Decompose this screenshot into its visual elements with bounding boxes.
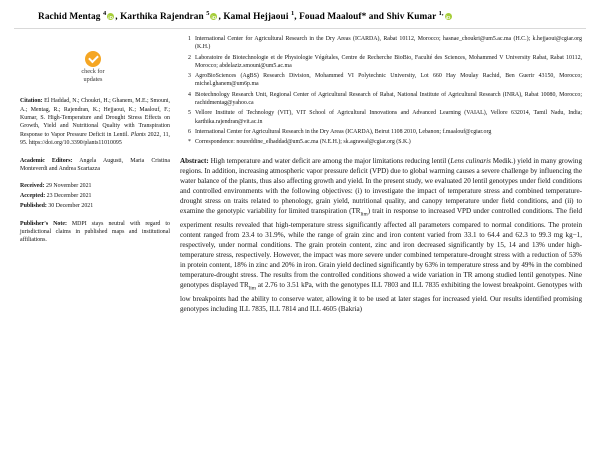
header-divider [14, 28, 586, 29]
checkmark-icon [85, 51, 101, 67]
affiliation-number: 2 [188, 54, 191, 61]
received-line [20, 182, 170, 190]
affiliation-number: 1 [188, 36, 191, 43]
accepted-value: 23 December 2021 [45, 193, 92, 200]
citation-volume: 2022, 11, 95. https://doi.org/10.3390/plants11010095 [20, 131, 170, 147]
affiliation-item [180, 72, 582, 88]
academic-editors-label: Academic Editors: [20, 157, 73, 164]
affiliation-text: International Center for Agricultural Research in the Dry Areas (ICARDA), Rabat 10112, Morocco; hasnae_choukri@um5.ac.ma (H.C.); k.hejjaoui@cgiar.org (K.H.) [195, 36, 582, 51]
affiliation-item [180, 91, 582, 107]
affiliation-item [180, 35, 582, 51]
abstract-label: Abstract: [180, 156, 209, 165]
affiliation-text: AgroBioSciences (AgBS) Research Division, Mohammed VI Polytechnic University, Lot 660 Hay Moulay Rachid, Ben Guerir 43150, Morocco; michel.ghanem@um6p.ma [195, 73, 582, 88]
affiliation-number: 3 [188, 73, 191, 80]
affiliation-number: 6 [188, 129, 191, 136]
received-label: Received: [20, 183, 45, 190]
affiliation-number: * [188, 139, 191, 146]
received-value: 29 November 2021 [44, 183, 92, 190]
publisher-note-text: MDPI stays neutral with regard to jurisdictional claims in published maps and institutional affiliations. [20, 220, 170, 244]
academic-editors-text: Angela Augusti, Maria Cristina Monteverdi and Andrea Scartazza [20, 157, 170, 172]
affiliation-text: Biotechnology Research Unit, Regional Center of Agricultural Research of Rabat, National Institute of Agricultural Research (INRA), Rabat 10080, Morocco; rachidmentag@yahoo.ca [195, 91, 582, 107]
main-column [180, 35, 586, 314]
check-for-updates-badge[interactable] [38, 51, 148, 83]
published-value: 30 December 2021 [46, 203, 94, 210]
affiliation-text: Laboratoire de Biotechnologie et de Physiologie Végétales, Centre de Recherche BioBio, Faculté des Sciences, Mohammed V University Rabat, Rabat 10112, Morocco; abdelaziz.smouni@um5.ac.ma [195, 54, 582, 69]
affiliation-text: International Center for Agricultural Research in the Dry Areas (ICARDA), Beirut 1108 2010, Lebanon; f.maalouf@cgiar.org [195, 129, 492, 136]
author-list: Rachid Mentag $^4$ iD , Karthika Rajendran $^5$ iD , Kamal Hejjaoui $^1$, Fouad Maalouf* and Shiv Kumar $^{1,}$iD [38, 8, 598, 23]
orcid-icon[interactable] [445, 13, 452, 20]
publisher-note-block [20, 220, 170, 245]
citation-text: El Haddad, N.; Choukri, H.; Ghanem, M.E.; Smouni, A.; Mentag, R.; Rajendran, K.; Hejjaoui, K.; Maalouf, F.; Kumar, S. High-Temperature and Drought Stress Effects on Growth, Yield and Nutritional Quality with Transpiration Response to Vapor Pressure Deficit in Lentil. [20, 98, 170, 138]
affiliation-item [180, 128, 582, 136]
affiliation-item [180, 54, 582, 70]
affiliations-list [180, 35, 582, 147]
content-columns [14, 35, 586, 314]
affiliation-item [180, 109, 582, 125]
affiliation-number: 5 [188, 110, 191, 117]
academic-editors-block [20, 157, 170, 174]
check-for-updates-line2: updates [83, 75, 103, 83]
abstract-text: High temperature and water deficit are among the major limitations reducing lentil (Lens culinaris Medik.) yield in many growing regions. In addition, increasing atmospheric vapor pressure deficit (VPD) due to global warming causes a severe challenge by influencing the water balance of the plants, thus also affecting growth and yield. In the present study, we evaluated 20 lentil genotypes under field conditions and controlled environments with the following objectives: (i) to investigate the impact of temperature stress and combined temperature-drought stress on traits related to phenology, grain yield, nutritional quality, and canopy temperature under field conditions, and (ii) to examine the genotypic variability for limited transpiration $(TR_{lim})$ trait in response to increased VPD under controlled conditions. The field experiment results revealed that high-temperature stress significantly affected all parameters compared to normal conditions. The protein content ranged from 23.4 to 31.9%, while the range of grain zinc and iron content varied from 33.1 to 64.4 and 62.3 to 99.3 mg kg−1, respectively, under normal conditions. The grain protein content, zinc and iron decreased significantly by 15, 14 and 13% under high-temperature stress, respectively. However, the impact was more severe under combined temperature-drought stress with a reduction of 53% in protein content, 18% in zinc and 20% in iron. Grain yield declined significantly by 63% in temperature stress and by 49% in the combined temperature-drought stress. The results from the controlled conditions showed a wide variation in TR among studied lentil genotypes. Nine genotypes displayed $TR_{lim}$ at 2.76 to 3.51 kPa, with the genotypes ILL 7803 and ILL 7835 exhibiting the lowest breakpoint. Genotypes with low breakpoints had the ability to conserve water, allowing it to be used at later stages for increased yield. Our results identified promising genotypes including ILL 7835, ILL 7814 and ILL 4605 (Bakria) [180, 156, 582, 313]
published-label: Published: [20, 203, 47, 210]
citation-label: Citation: [20, 98, 43, 105]
affiliation-number: 4 [188, 91, 191, 98]
accepted-line [20, 192, 170, 200]
published-line [20, 202, 170, 210]
sidebar-column [14, 35, 170, 314]
orcid-icon[interactable] [210, 13, 217, 20]
publisher-note-label: Publisher's Note: [20, 220, 67, 227]
orcid-icon[interactable] [107, 13, 114, 20]
accepted-label: Accepted: [20, 193, 46, 200]
citation-block [20, 97, 170, 147]
affiliation-text: Correspondence: noureddine_elhaddad@um5.ac.ma (N.E.H.); sk.agrawal@cgiar.org (S.K.) [195, 139, 411, 146]
affiliation-item [180, 138, 582, 146]
affiliation-text: Vellore Institute of Technology (VIT), VIT School of Agricultural Innovations and Advanced Learning (VAIAL), Vellore 632014, Tamil Nadu, India; karthika.rajendran@vit.ac.in [195, 110, 582, 125]
abstract-paragraph [180, 156, 582, 314]
check-for-updates-line1: check for [81, 68, 105, 76]
citation-journal: Plants [130, 131, 146, 138]
